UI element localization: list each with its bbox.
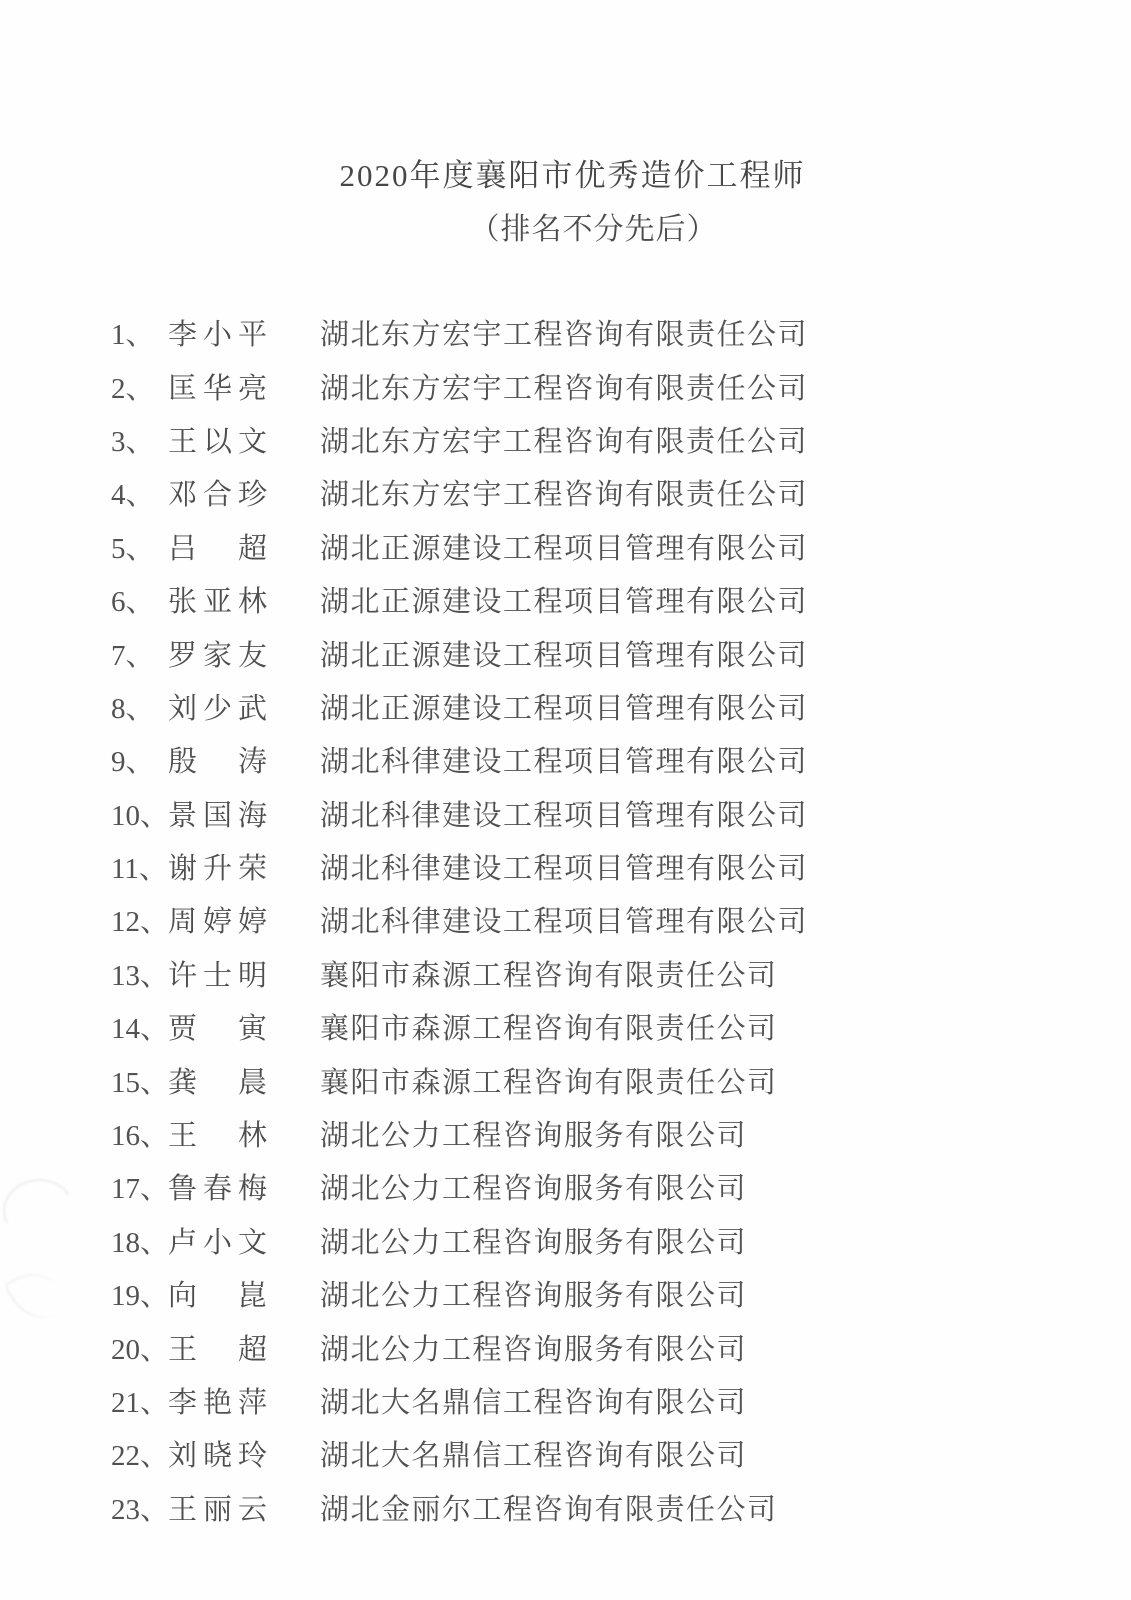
company-name: 湖北公力工程咨询服务有限公司 (320, 1333, 748, 1366)
engineer-name: 邓合珍 (168, 479, 274, 512)
engineer-name: 刘晓玲 (168, 1440, 274, 1473)
list-item (0, 840, 1131, 893)
list-item (0, 1320, 1131, 1373)
item-number: 18、 (111, 1226, 170, 1259)
list-item (0, 359, 1131, 412)
list-item (0, 413, 1131, 466)
list-item (0, 1000, 1131, 1053)
company-name: 湖北大名鼎信工程咨询有限公司 (320, 1387, 748, 1419)
list-item (0, 787, 1131, 840)
list-item (0, 1267, 1131, 1320)
engineer-name: 鲁春梅 (168, 1173, 274, 1206)
engineer-name: 罗家友 (168, 639, 274, 672)
company-name: 湖北公力工程咨询服务有限公司 (320, 1120, 748, 1153)
list-item (0, 306, 1131, 359)
company-name: 湖北东方宏宇工程咨询有限责任公司 (320, 319, 809, 352)
engineer-name: 向 崑 (168, 1280, 274, 1313)
company-name: 湖北正源建设工程项目管理有限公司 (320, 639, 809, 672)
engineer-name: 张亚林 (168, 586, 274, 619)
item-number: 1、 (111, 319, 155, 352)
item-number: 11、 (111, 853, 168, 886)
engineer-name: 李艳萍 (168, 1387, 274, 1419)
item-number: 17、 (111, 1173, 170, 1206)
item-number: 21、 (111, 1387, 170, 1419)
item-number: 6、 (111, 586, 155, 619)
list-item (0, 893, 1131, 946)
list-item (0, 733, 1131, 786)
list-item (0, 947, 1131, 1000)
company-name: 湖北正源建设工程项目管理有限公司 (320, 532, 809, 565)
company-name: 湖北科律建设工程项目管理有限公司 (320, 853, 809, 886)
list-item (0, 1214, 1131, 1267)
item-number: 22、 (111, 1440, 170, 1473)
engineer-name: 匡华亮 (168, 372, 274, 405)
company-name: 湖北科律建设工程项目管理有限公司 (320, 906, 809, 939)
company-name: 湖北东方宏宇工程咨询有限责任公司 (320, 372, 809, 405)
engineer-name: 贾 寅 (168, 1013, 274, 1046)
item-number: 10、 (111, 799, 170, 832)
item-number: 13、 (111, 959, 170, 992)
engineer-name: 周婷婷 (168, 906, 274, 939)
list-item (0, 1481, 1131, 1534)
list-item (0, 680, 1131, 733)
engineer-name: 卢小文 (168, 1226, 274, 1259)
list-item (0, 1107, 1131, 1160)
engineer-name: 王 超 (168, 1333, 274, 1366)
company-name: 襄阳市森源工程咨询有限责任公司 (320, 1013, 778, 1046)
engineer-name: 龚 晨 (168, 1066, 274, 1099)
page-title: 2020年度襄阳市优秀造价工程师 (339, 158, 806, 193)
company-name: 湖北东方宏宇工程咨询有限责任公司 (320, 425, 809, 458)
item-number: 15、 (111, 1066, 170, 1099)
item-number: 9、 (111, 746, 155, 779)
company-name: 湖北公力工程咨询服务有限公司 (320, 1226, 748, 1259)
company-name: 襄阳市森源工程咨询有限责任公司 (320, 1066, 778, 1099)
company-name: 襄阳市森源工程咨询有限责任公司 (320, 959, 778, 992)
company-name: 湖北金丽尔工程咨询有限责任公司 (320, 1493, 778, 1526)
company-name: 湖北公力工程咨询服务有限公司 (320, 1173, 748, 1206)
list-item (0, 1374, 1131, 1427)
page-subtitle: （排名不分先后） (469, 213, 718, 246)
item-number: 2、 (111, 372, 155, 405)
engineer-name: 李小平 (168, 319, 274, 352)
engineer-name: 景国海 (168, 799, 274, 832)
list-item (0, 1053, 1131, 1106)
company-name: 湖北公力工程咨询服务有限公司 (320, 1280, 748, 1313)
engineer-name: 吕 超 (168, 532, 274, 565)
engineer-name: 王丽云 (168, 1493, 274, 1526)
item-number: 16、 (111, 1120, 170, 1153)
item-number: 20、 (111, 1333, 170, 1366)
company-name: 湖北正源建设工程项目管理有限公司 (320, 586, 809, 619)
list-item (0, 573, 1131, 626)
engineer-name: 殷 涛 (168, 746, 274, 779)
item-number: 23、 (111, 1493, 170, 1526)
engineer-name: 刘少武 (168, 692, 274, 725)
item-number: 14、 (111, 1013, 170, 1046)
item-number: 12、 (111, 906, 170, 939)
company-name: 湖北正源建设工程项目管理有限公司 (320, 692, 809, 725)
list-item (0, 466, 1131, 519)
list-item (0, 626, 1131, 679)
item-number: 5、 (111, 532, 155, 565)
item-number: 19、 (111, 1280, 170, 1313)
company-name: 湖北科律建设工程项目管理有限公司 (320, 746, 809, 779)
engineer-name: 王以文 (168, 425, 274, 458)
item-number: 3、 (111, 425, 155, 458)
company-name: 湖北大名鼎信工程咨询有限公司 (320, 1440, 748, 1473)
item-number: 7、 (111, 639, 155, 672)
list-item (0, 520, 1131, 573)
engineer-name: 王 林 (168, 1120, 274, 1153)
company-name: 湖北科律建设工程项目管理有限公司 (320, 799, 809, 832)
item-number: 4、 (111, 479, 155, 512)
company-name: 湖北东方宏宇工程咨询有限责任公司 (320, 479, 809, 512)
list-item (0, 1160, 1131, 1213)
item-number: 8、 (111, 692, 155, 725)
engineer-name: 谢升荣 (168, 853, 274, 886)
engineer-name: 许士明 (168, 959, 274, 992)
list-item (0, 1427, 1131, 1480)
engineer-list (0, 306, 1131, 1534)
